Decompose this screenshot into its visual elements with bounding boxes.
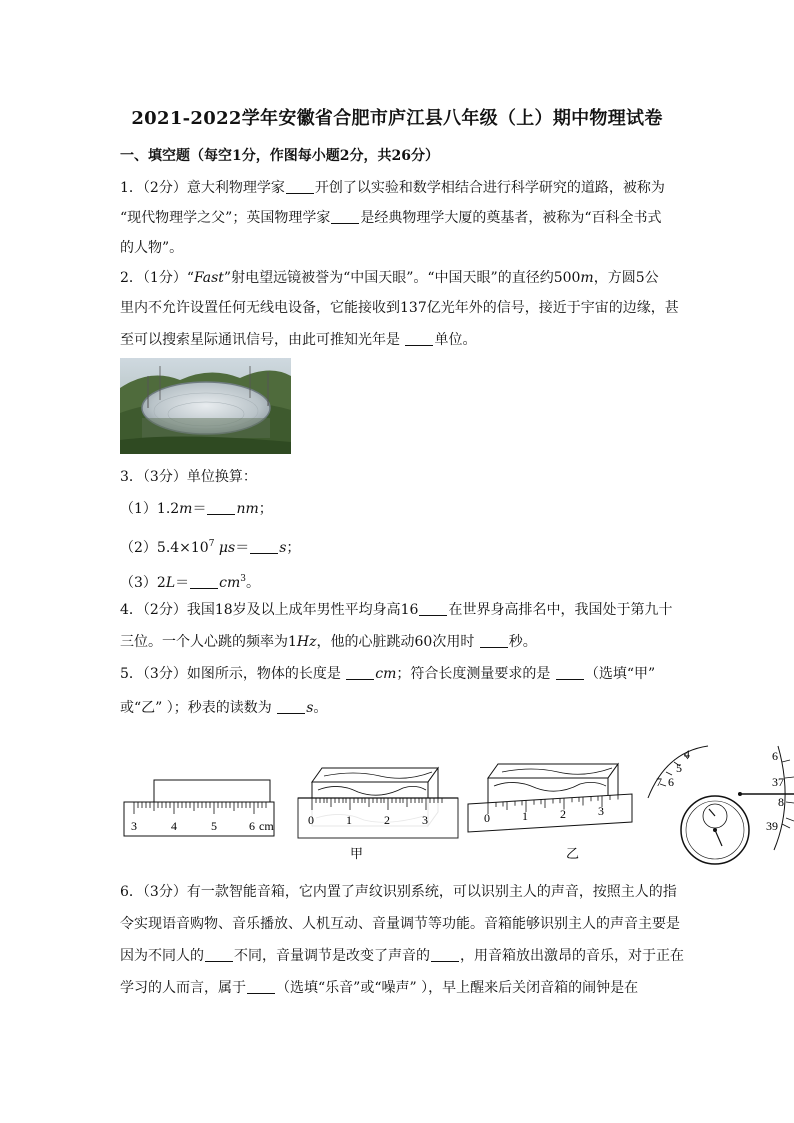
unit-cm: cm: [375, 666, 397, 682]
exponent: 3: [240, 574, 246, 584]
q1-text: 开创了以实验和数学相结合进行科学研究的道路，被称为: [314, 180, 665, 196]
q5-text: ；符合长度测量要求的是: [396, 666, 555, 682]
unit-l: L: [165, 575, 176, 591]
q3-heading: 3．（3分）单位换算：: [120, 469, 257, 485]
equals-sign: ＝: [192, 501, 207, 517]
q3-text: （1）1.2: [120, 501, 180, 517]
unit-hz: Hz: [296, 634, 317, 650]
q3-sub2: [120, 534, 300, 558]
unit-m: m: [179, 501, 193, 517]
q2-text: ，方圆5公: [593, 270, 659, 286]
ruler-jia-tick-label: 3: [422, 813, 428, 827]
q2-text: 至可以搜索星际通讯信号，由此可推知光年是: [120, 332, 405, 348]
q6-text: 因为不同人的: [120, 948, 204, 964]
answer-blank: [556, 665, 584, 680]
ruler-jia-tick-label: 1: [346, 813, 352, 827]
q3-sub3: [120, 569, 260, 593]
answer-blank: [331, 209, 359, 224]
q3-text: 。: [245, 575, 260, 591]
unit-m: m: [580, 270, 594, 286]
ruler-jia-tick-label: 2: [384, 813, 390, 827]
q4-text: 三位。一个人心跳的频率为1: [120, 634, 297, 650]
ruler-jia: [298, 768, 458, 862]
q6-line4: [120, 978, 638, 998]
q4-text: ，他的心脏跳动60次用时: [316, 634, 479, 650]
stopwatch-small-dial-label: 4: [684, 747, 690, 761]
ruler-yi-tick-label: 3: [598, 804, 604, 818]
ruler-yi-tick-label: 2: [560, 807, 566, 821]
q2-fast: Fast: [193, 270, 224, 286]
q2-line1: [120, 268, 659, 288]
ruler-yi-tick-label: 1: [522, 809, 528, 823]
answer-blank: [205, 947, 233, 962]
q2-line3: [120, 330, 476, 350]
stopwatch-big-dial-label: 8: [778, 795, 784, 809]
q4-text: 4．（2分）我国18岁及以上成年男性平均身高16: [120, 602, 419, 618]
q2-text: 单位。: [434, 332, 477, 348]
q3-text: ；: [286, 540, 301, 556]
ruler-1-tick-label: 6: [249, 819, 255, 833]
answer-blank: [480, 633, 508, 648]
q3-sub1: [120, 499, 273, 519]
q3-text: （2）5.4×10: [120, 540, 209, 556]
q1-text: 是经典物理学大厦的奠基者，被称为“百科全书式: [360, 210, 662, 226]
answer-blank: [405, 331, 433, 346]
answer-blank: [277, 699, 305, 714]
equals-sign: ＝: [235, 540, 250, 556]
unit-nm: nm: [236, 501, 259, 517]
answer-blank: [419, 601, 447, 616]
q5-line2: [120, 698, 327, 718]
stopwatch-big-dial-label: 37: [772, 775, 784, 789]
q4-line2: [120, 632, 537, 652]
q6-line3: [120, 946, 684, 966]
answer-blank: [247, 979, 275, 994]
q1-line1: [120, 178, 665, 198]
stopwatch: [648, 746, 794, 864]
answer-blank: [250, 539, 278, 554]
stopwatch-small-dial-label: 6: [668, 775, 674, 789]
q2-text: 2．（1分）“: [120, 270, 194, 286]
ruler-yi-tick-label: 0: [484, 811, 490, 825]
q6-text: 学习的人而言，属于: [120, 980, 246, 996]
ruler-jia-tick-label: 0: [308, 813, 314, 827]
answer-blank: [431, 947, 459, 962]
q5-text: （选填“甲”: [584, 666, 656, 682]
q4-text: 在世界身高排名中，我国处于第九十: [448, 602, 673, 618]
q1-line3: 的人物”。: [120, 240, 184, 256]
fast-telescope-photo: [120, 358, 291, 454]
q6-text: ，用音箱放出激昂的音乐，对于正在: [460, 948, 684, 964]
ruler-1-unit: cm: [259, 819, 274, 833]
label-yi: 乙: [566, 847, 580, 862]
stopwatch-big-dial-label: 39: [766, 819, 778, 833]
ruler-yi: [468, 764, 632, 862]
answer-blank: [207, 500, 235, 515]
q1-text: 1．（2分）意大利物理学家: [120, 180, 285, 196]
q5-text: 5．（3分）如图所示，物体的长度是: [120, 666, 346, 682]
q6-text: 不同，音量调节是改变了声音的: [234, 948, 430, 964]
ruler-1-tick-label: 4: [171, 819, 177, 833]
measurement-figure: [118, 742, 794, 866]
q1-text: “现代物理学之父”；英国物理学家: [120, 210, 331, 226]
answer-blank: [286, 179, 314, 194]
section-heading: 一、填空题（每空1分，作图每小题2分，共26分）: [120, 148, 439, 164]
q3-text: （3）2: [120, 575, 166, 591]
q2-text: ”射电望远镜被誉为“中国天眼”。“中国天眼”的直径约500: [223, 270, 581, 286]
exam-title: 2021-2022学年安徽省合肥市庐江县八年级（上）期中物理试卷: [131, 108, 663, 129]
q3-text: ；: [258, 501, 273, 517]
unit-us: μs: [214, 540, 236, 556]
q5-text: 或“乙” ）；秒表的读数为: [120, 700, 277, 716]
stopwatch-small-dial-label: 5: [676, 761, 682, 775]
q6-text: （选填“乐音”或“噪声” ），早上醒来后关闭音箱的闹钟是在: [276, 980, 639, 996]
ruler-1-tick-label: 5: [211, 819, 217, 833]
equals-sign: ＝: [175, 575, 190, 591]
q4-text: 秒。: [508, 634, 537, 650]
unit-s: s: [279, 540, 287, 556]
q5-text: 。: [313, 700, 328, 716]
q2-line2: 里内不允许设置任何无线电设备，它能接收到137亿光年外的信号，接近于宇宙的边缘，甚: [120, 300, 679, 316]
unit-s: s: [306, 700, 314, 716]
q6-line1: 6．（3分）有一款智能音箱，它内置了声纹识别系统，可以识别主人的声音，按照主人的指: [120, 884, 677, 900]
unit-cm: cm: [219, 575, 241, 591]
ruler-1-tick-label: 3: [131, 819, 137, 833]
answer-blank: [190, 574, 218, 589]
q1-line2: [120, 208, 661, 228]
q6-line2: 令实现语音购物、音乐播放、人机互动、音量调节等功能。音箱能够识别主人的声音主要是: [120, 916, 680, 932]
q5-line1: [120, 664, 655, 684]
label-jia: 甲: [350, 847, 364, 862]
answer-blank: [346, 665, 374, 680]
exponent: 7: [208, 539, 215, 549]
q4-line1: [120, 600, 672, 620]
stopwatch-big-dial-label: 6: [772, 749, 778, 763]
stopwatch-small-dial-label: 7: [656, 775, 662, 789]
ruler-1: [124, 780, 274, 836]
